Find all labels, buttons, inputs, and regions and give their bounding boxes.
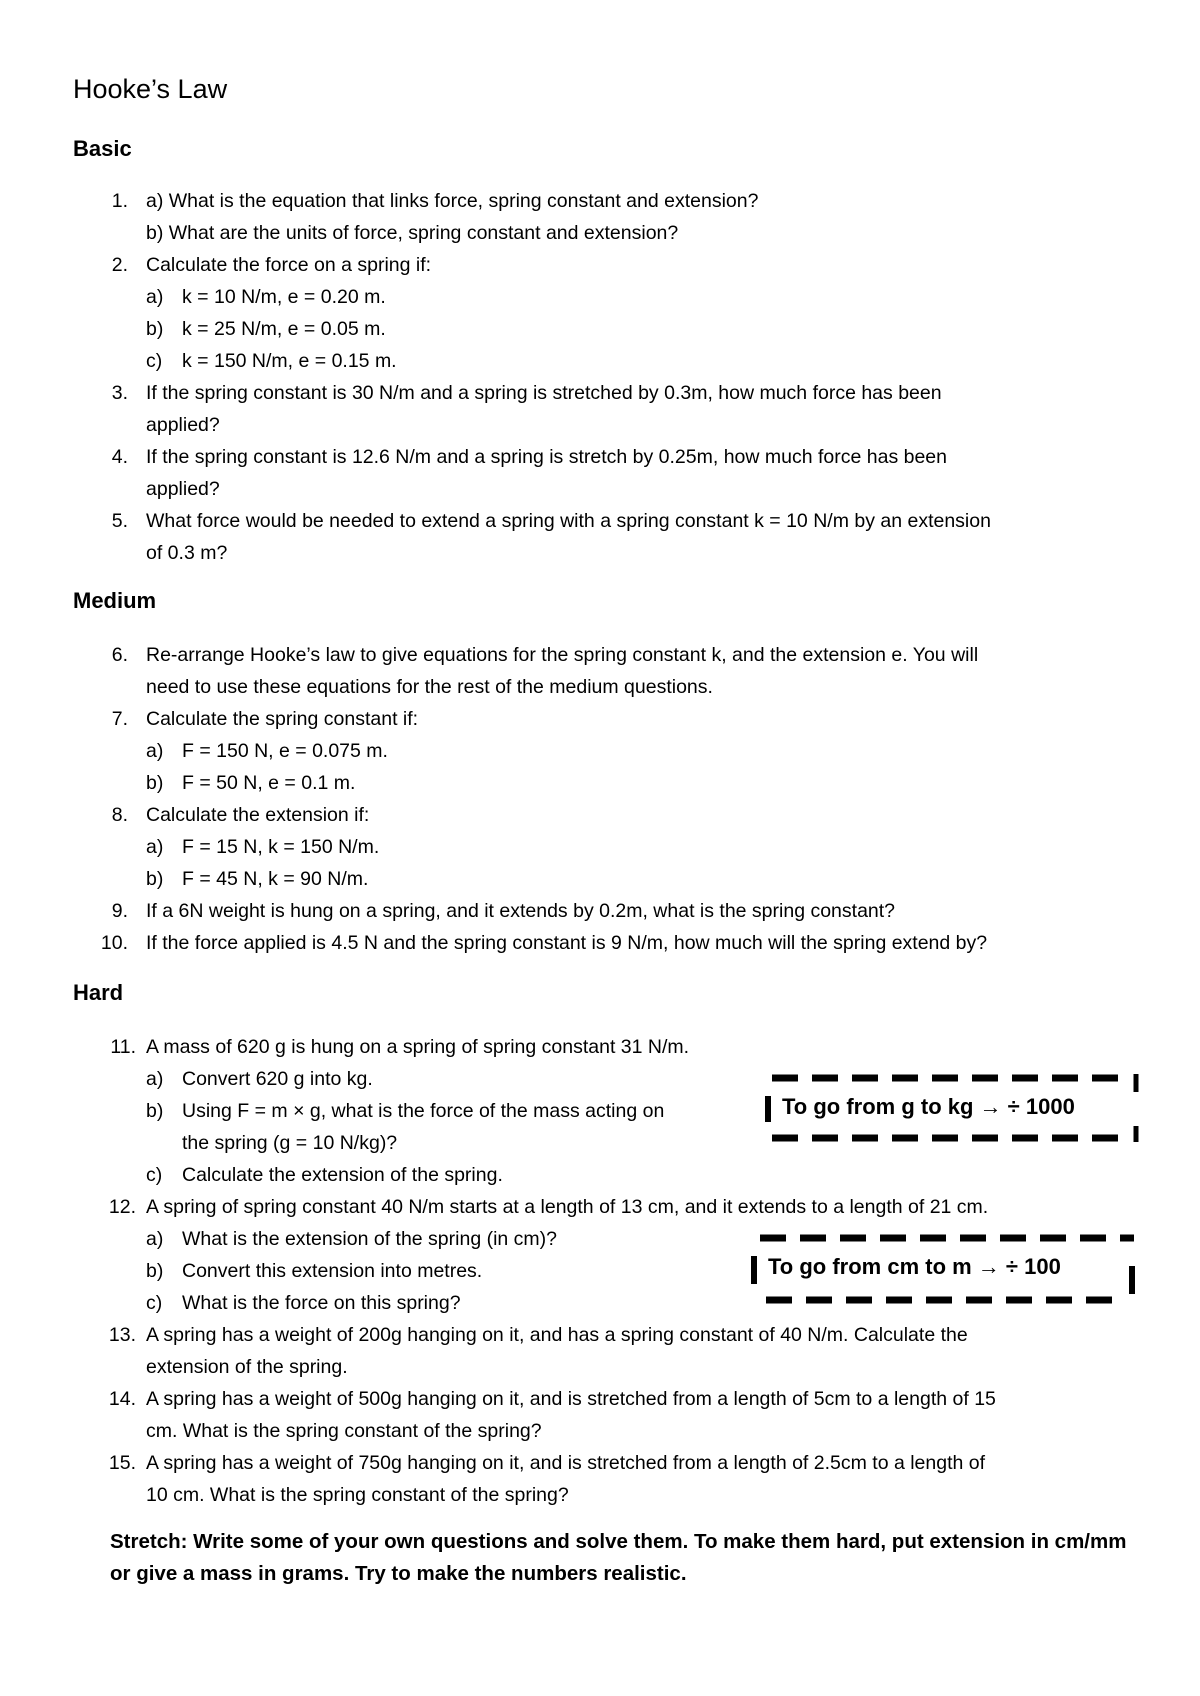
question-11a: Convert 620 g into kg. xyxy=(182,1068,373,1090)
stretch-task: Stretch: Write some of your own questions and solve them. To make them hard, put extension in cm/mm or give a mass in grams. Try to make the numbers realistic. xyxy=(110,1530,1127,1585)
question-number: 3. xyxy=(111,382,128,404)
question-13-line2: extension of the spring. xyxy=(146,1356,348,1378)
question-number: 5. xyxy=(111,510,128,532)
question-5-line1: What force would be needed to extend a spring with a spring constant k = 10 N/m by an extension xyxy=(146,510,991,532)
sub-letter: a) xyxy=(146,836,164,858)
question-10: If the force applied is 4.5 N and the spring constant is 9 N/m, how much will the spring extend by? xyxy=(146,932,988,954)
question-6-line2: need to use these equations for the rest of the medium questions. xyxy=(146,676,713,698)
question-14-line2: cm. What is the spring constant of the spring? xyxy=(146,1420,542,1442)
hint-g-to-kg: To go from g to kg → ÷ 1000 xyxy=(782,1094,1075,1119)
question-2b: k = 25 N/m, e = 0.05 m. xyxy=(182,318,386,340)
question-1b: b) What are the units of force, spring constant and extension? xyxy=(146,222,679,244)
question-15-line2: 10 cm. What is the spring constant of the spring? xyxy=(146,1484,569,1506)
question-2a: k = 10 N/m, e = 0.20 m. xyxy=(182,286,386,308)
question-12: A spring of spring constant 40 N/m starts at a length of 13 cm, and it extends to a length of 21 cm. xyxy=(146,1196,989,1218)
question-13-line1: A spring has a weight of 200g hanging on it, and has a spring constant of 40 N/m. Calculate the xyxy=(146,1324,968,1346)
section-heading-basic: Basic xyxy=(73,136,132,161)
question-number: 11. xyxy=(110,1036,136,1058)
question-5-line2: of 0.3 m? xyxy=(146,542,228,564)
page-title: Hooke’s Law xyxy=(73,74,228,104)
question-number: 10. xyxy=(100,932,128,954)
question-7b: F = 50 N, e = 0.1 m. xyxy=(182,772,356,794)
question-1a: a) What is the equation that links force, spring constant and extension? xyxy=(146,190,759,212)
question-8b: F = 45 N, k = 90 N/m. xyxy=(182,868,369,890)
sub-letter: c) xyxy=(146,1164,163,1186)
sub-letter: c) xyxy=(146,350,163,372)
question-8: Calculate the extension if: xyxy=(146,804,370,826)
question-number: 15. xyxy=(108,1452,136,1474)
question-12c: What is the force on this spring? xyxy=(182,1292,461,1314)
question-number: 1. xyxy=(111,190,128,212)
question-11c: Calculate the extension of the spring. xyxy=(182,1164,503,1186)
sub-letter: c) xyxy=(146,1292,163,1314)
question-3-line2: applied? xyxy=(146,414,220,436)
question-number: 8. xyxy=(111,804,128,826)
question-number: 14. xyxy=(108,1388,136,1410)
question-4-line1: If the spring constant is 12.6 N/m and a spring is stretch by 0.25m, how much force has been xyxy=(146,446,947,468)
question-12a: What is the extension of the spring (in cm)? xyxy=(182,1228,558,1250)
question-6-line1: Re-arrange Hooke’s law to give equations for the spring constant k, and the extension e. You will xyxy=(146,644,979,666)
question-14-line1: A spring has a weight of 500g hanging on it, and is stretched from a length of 5cm to a length of 15 xyxy=(146,1388,996,1410)
sub-letter: b) xyxy=(146,868,164,890)
sub-letter: a) xyxy=(146,1228,164,1250)
sub-letter: b) xyxy=(146,772,164,794)
question-12b: Convert this extension into metres. xyxy=(182,1260,483,1282)
question-11: A mass of 620 g is hung on a spring of spring constant 31 N/m. xyxy=(146,1036,690,1058)
section-heading-hard: Hard xyxy=(73,980,124,1005)
question-15-line1: A spring has a weight of 750g hanging on it, and is stretched from a length of 2.5cm to a length of xyxy=(146,1452,986,1474)
sub-letter: a) xyxy=(146,1068,164,1090)
question-7: Calculate the spring constant if: xyxy=(146,708,419,730)
sub-letter: b) xyxy=(146,1100,164,1122)
question-3-line1: If the spring constant is 30 N/m and a spring is stretched by 0.3m, how much force has been xyxy=(146,382,942,404)
question-2: Calculate the force on a spring if: xyxy=(146,254,432,276)
question-number: 6. xyxy=(111,644,128,666)
question-9: If a 6N weight is hung on a spring, and it extends by 0.2m, what is the spring constant? xyxy=(146,900,896,922)
question-number: 9. xyxy=(111,900,128,922)
question-number: 13. xyxy=(108,1324,136,1346)
question-number: 4. xyxy=(111,446,128,468)
question-8a: F = 15 N, k = 150 N/m. xyxy=(182,836,380,858)
sub-letter: b) xyxy=(146,1260,164,1282)
section-heading-medium: Medium xyxy=(73,588,157,613)
question-2c: k = 150 N/m, e = 0.15 m. xyxy=(182,350,397,372)
question-11b-line1: Using F = m × g, what is the force of the mass acting on xyxy=(182,1100,665,1122)
hint-cm-to-m: To go from cm to m → ÷ 100 xyxy=(768,1254,1061,1279)
question-number: 12. xyxy=(108,1196,136,1218)
sub-letter: b) xyxy=(146,318,164,340)
sub-letter: a) xyxy=(146,286,164,308)
question-11b-line2: the spring (g = 10 N/kg)? xyxy=(182,1132,398,1154)
question-4-line2: applied? xyxy=(146,478,220,500)
question-7a: F = 150 N, e = 0.075 m. xyxy=(182,740,388,762)
question-number: 7. xyxy=(111,708,128,730)
question-number: 2. xyxy=(111,254,128,276)
sub-letter: a) xyxy=(146,740,164,762)
